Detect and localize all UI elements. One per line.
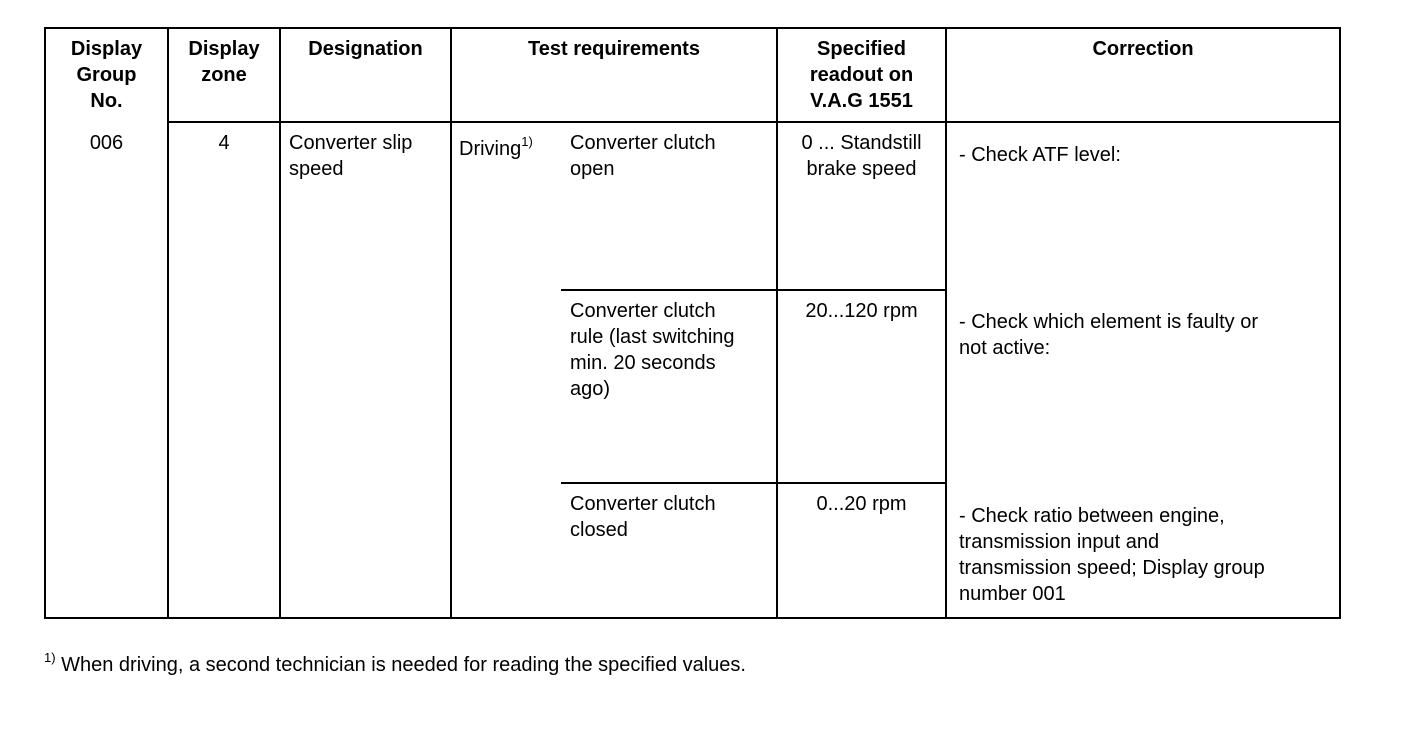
column-divider-1	[167, 27, 169, 619]
driving-footnote-mark: 1)	[521, 134, 533, 149]
header-correction: Correction	[1092, 38, 1194, 60]
driving-label	[459, 136, 559, 162]
header-designation: Designation	[308, 38, 423, 60]
driving-text: Driving	[459, 138, 522, 160]
header-display-group: Display Group No.	[70, 38, 143, 112]
row-separator-2	[561, 482, 947, 484]
designation-value: Converter slip speed	[289, 132, 413, 180]
header-specified-readout: Specified readout on V.A.G 1551	[809, 38, 914, 112]
column-divider-5	[945, 27, 947, 619]
readout-row-2: 20...120 rpm	[805, 300, 918, 322]
correction-row-2: - Check which element is faulty or not active:	[959, 311, 1259, 359]
header-separator	[168, 121, 1341, 123]
display-group-value: 006	[89, 132, 124, 154]
column-divider-2	[279, 27, 281, 619]
display-zone-value: 4	[218, 132, 230, 154]
row-separator-1	[561, 289, 947, 291]
footnote-mark: 1)	[44, 650, 56, 665]
footnote-text: When driving, a second technician is needed for reading the specified values.	[61, 654, 746, 676]
condition-row-2: Converter clutch rule (last switching min. 20 seconds ago)	[570, 300, 735, 400]
correction-row-1: - Check ATF level:	[959, 144, 1121, 166]
header-test-requirements: Test requirements	[528, 38, 700, 60]
header-display-zone: Display zone	[188, 38, 260, 86]
readout-row-3: 0...20 rpm	[816, 493, 907, 515]
column-divider-3	[450, 27, 452, 619]
condition-row-3: Converter clutch closed	[570, 493, 716, 541]
readout-row-1: 0 ... Standstill brake speed	[801, 132, 922, 180]
footnote	[44, 652, 746, 678]
correction-row-3: - Check ratio between engine, transmission input and transmission speed; Display group number 001	[959, 505, 1265, 605]
condition-row-1: Converter clutch open	[570, 132, 716, 180]
